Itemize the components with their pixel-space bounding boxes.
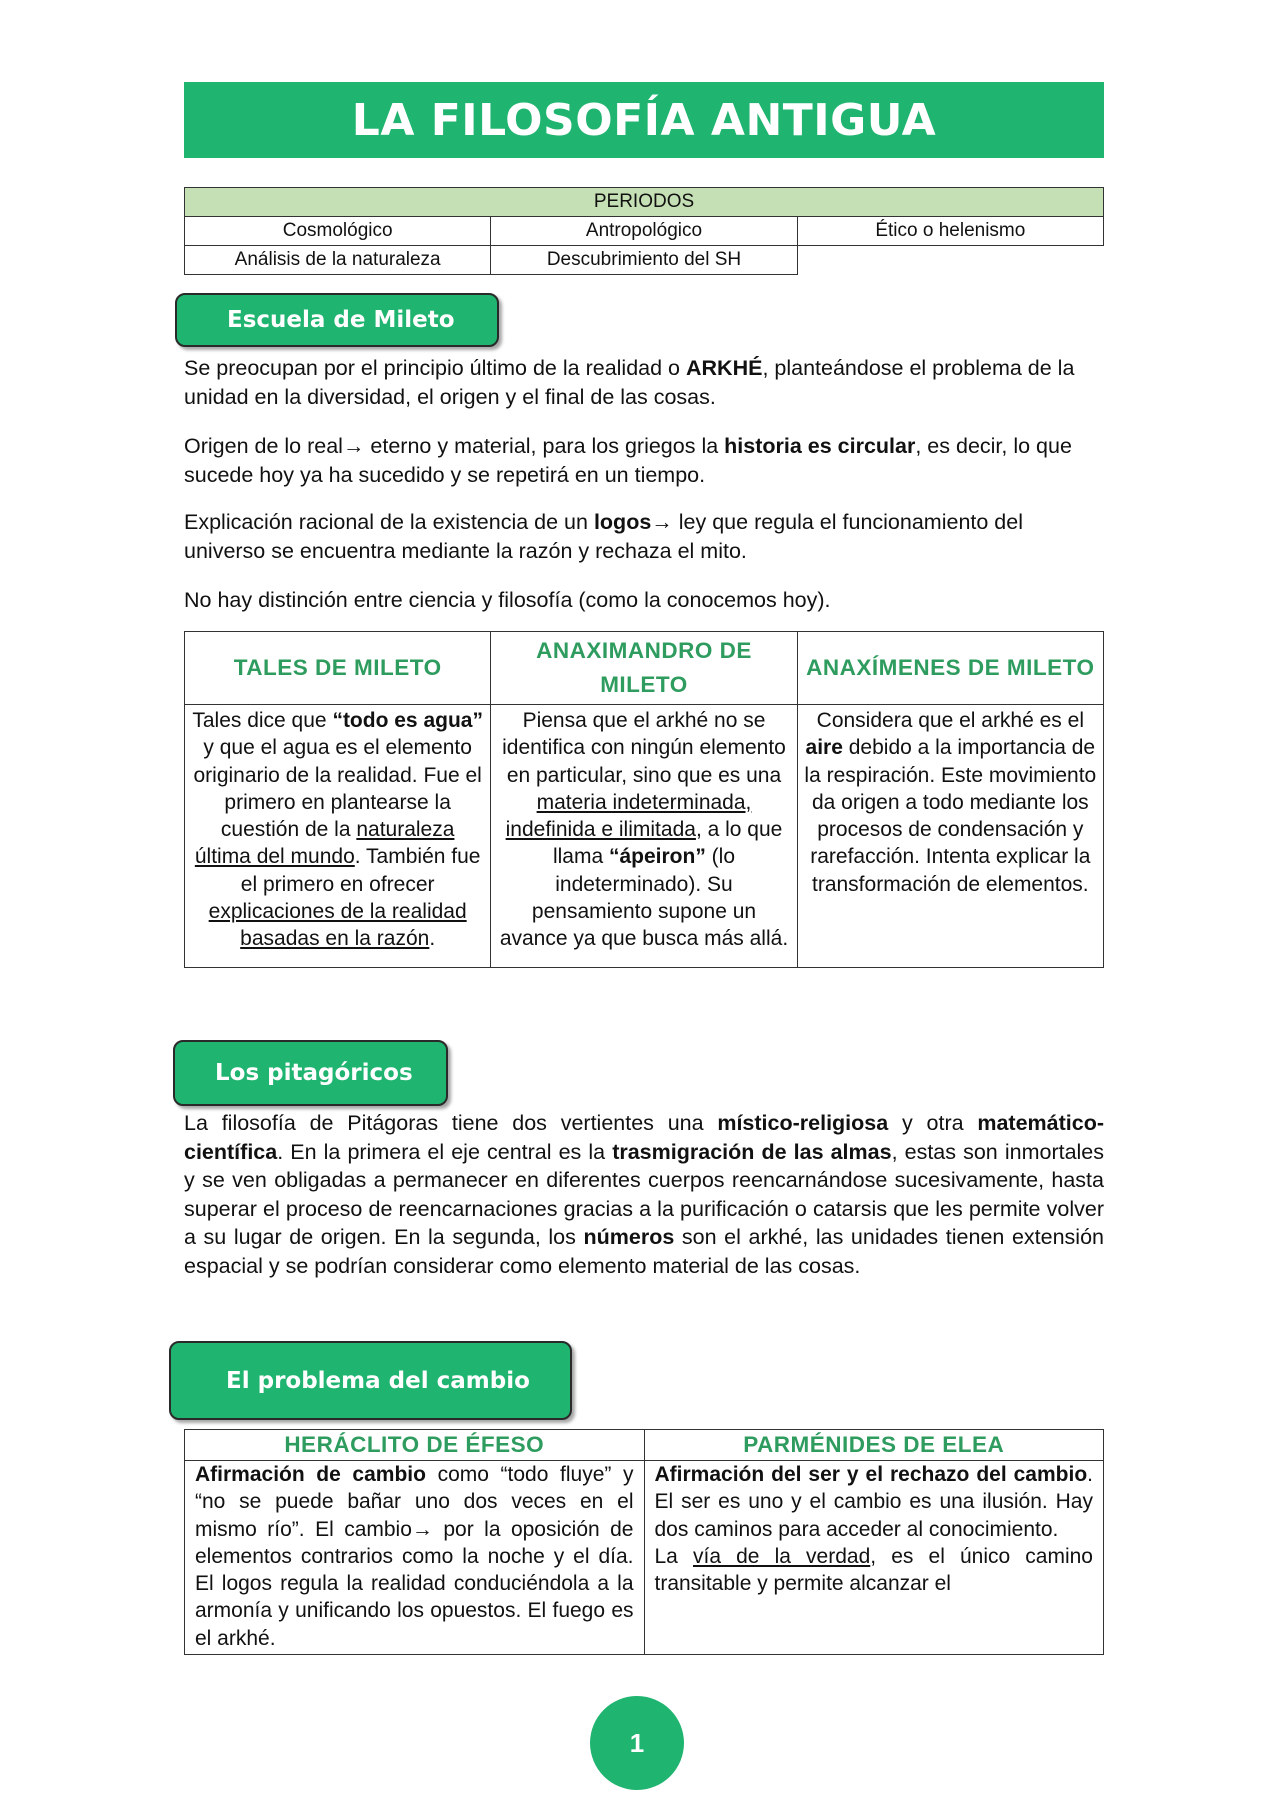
table-row (185, 1461, 1104, 1655)
cell-parmenides: Afirmación del ser y el rechazo del cambio. El ser es uno y el cambio es una ilusión. Hay dos caminos para acceder al conocimiento. La vía de la verdad, es el único camino transitable y permite alcanzar el (644, 1461, 1104, 1655)
cell-heraclito: Afirmación de cambio como “todo fluye” y “no se puede bañar uno dos veces en el mismo río”. El cambio→ por la oposición de elementos contrarios como la noche y el día. El logos regula la realidad conduciéndola a la armonía y unificando los opuestos. El fuego es el arkhé. (185, 1461, 645, 1655)
periods-header: PERIODOS (185, 188, 1104, 217)
mileto-paragraph-4: No hay distinción entre ciencia y filosofía (como la conocemos hoy). (184, 588, 831, 612)
page-number: 1 (629, 1727, 645, 1758)
cambio-philosophers-table (184, 1429, 1104, 1655)
section-title-pitagoricos: Los pitagóricos (215, 1060, 413, 1086)
mileto-paragraph-1: Se preocupan por el principio último de la realidad o ARKHÉ, planteándose el problema de la unidad en la diversidad, el origen y el final de las cosas. (184, 356, 1075, 409)
header-tales: TALES DE MILETO (185, 632, 491, 705)
page-number-badge (590, 1696, 684, 1790)
mileto-paragraph-3: Explicación racional de la existencia de un logos→ ley que regula el funcionamiento del universo se encuentra mediante la razón y rechaza el mito. (184, 510, 1024, 563)
period-desc-sh: Descubrimiento del SH (491, 246, 797, 275)
header-heraclito: HERÁCLITO DE ÉFESO (185, 1430, 645, 1461)
period-etico: Ético o helenismo (797, 217, 1103, 246)
cell-tales: Tales dice que “todo es agua” y que el agua es el elemento originario de la realidad. Fue el primero en plantearse la cuestión de la naturaleza última del mundo. También fue el primero en ofrecer explicaciones de la realidad basadas en la razón. (185, 705, 491, 968)
table-row (185, 705, 1104, 968)
header-anaximenes: ANAXÍMENES DE MILETO (797, 632, 1103, 705)
cell-anaximenes: Considera que el arkhé es el aire debido a la importancia de la respiración. Este movimiento da origen a todo mediante los procesos de condensación y rarefacción. Intenta explicar la transformación de elementos. (797, 705, 1103, 968)
period-antropologico: Antropológico (491, 217, 797, 246)
cell-anaximandro: Piensa que el arkhé no se identifica con ningún elemento en particular, sino que es una materia indeterminada, indefinida e ilimitada, a lo que llama “ápeiron” (lo indeterminado). Su pensamiento supone un avance ya que busca más allá. (491, 705, 797, 968)
section-tab-cambio (169, 1341, 572, 1420)
table-row (185, 188, 1104, 217)
table-row (185, 217, 1104, 246)
section-tab-pitagoricos (173, 1040, 448, 1106)
header-parmenides: PARMÉNIDES DE ELEA (644, 1430, 1104, 1461)
mileto-philosophers-table (184, 631, 1104, 968)
period-desc-naturaleza: Análisis de la naturaleza (185, 246, 491, 275)
section-title-cambio: El problema del cambio (226, 1367, 530, 1394)
mileto-paragraph-2: Origen de lo real→ eterno y material, para los griegos la historia es circular, es decir, lo que sucede hoy ya ha sucedido y se repetirá en un tiempo. (184, 434, 1072, 487)
period-cosmologico: Cosmológico (185, 217, 491, 246)
pitagoricos-paragraph: La filosofía de Pitágoras tiene dos vertientes una místico-religiosa y otra matemático-científica. En la primera el eje central es la trasmigración de las almas, estas son inmortales y se ven obligadas a permanecer en diferentes cuerpos reencarnándose sucesivamente, hasta superar el proceso de reencarnaciones gracias a la purificación o catarsis que les permite volver a su lugar de origen. En la segunda, los números son el arkhé, las unidades tienen extensión espacial y se podrían considerar como elemento material de las cosas. (184, 1111, 1105, 1278)
empty-cell (797, 246, 1103, 275)
header-anaximandro: ANAXIMANDRO DE MILETO (491, 632, 797, 705)
periods-table (184, 187, 1104, 275)
table-row (185, 632, 1104, 705)
title-banner (184, 82, 1104, 158)
table-row (185, 246, 1104, 275)
table-row (185, 1430, 1104, 1461)
section-tab-mileto (175, 293, 499, 347)
section-title-mileto: Escuela de Mileto (227, 307, 455, 333)
page-title: LA FILOSOFÍA ANTIGUA (351, 94, 937, 146)
